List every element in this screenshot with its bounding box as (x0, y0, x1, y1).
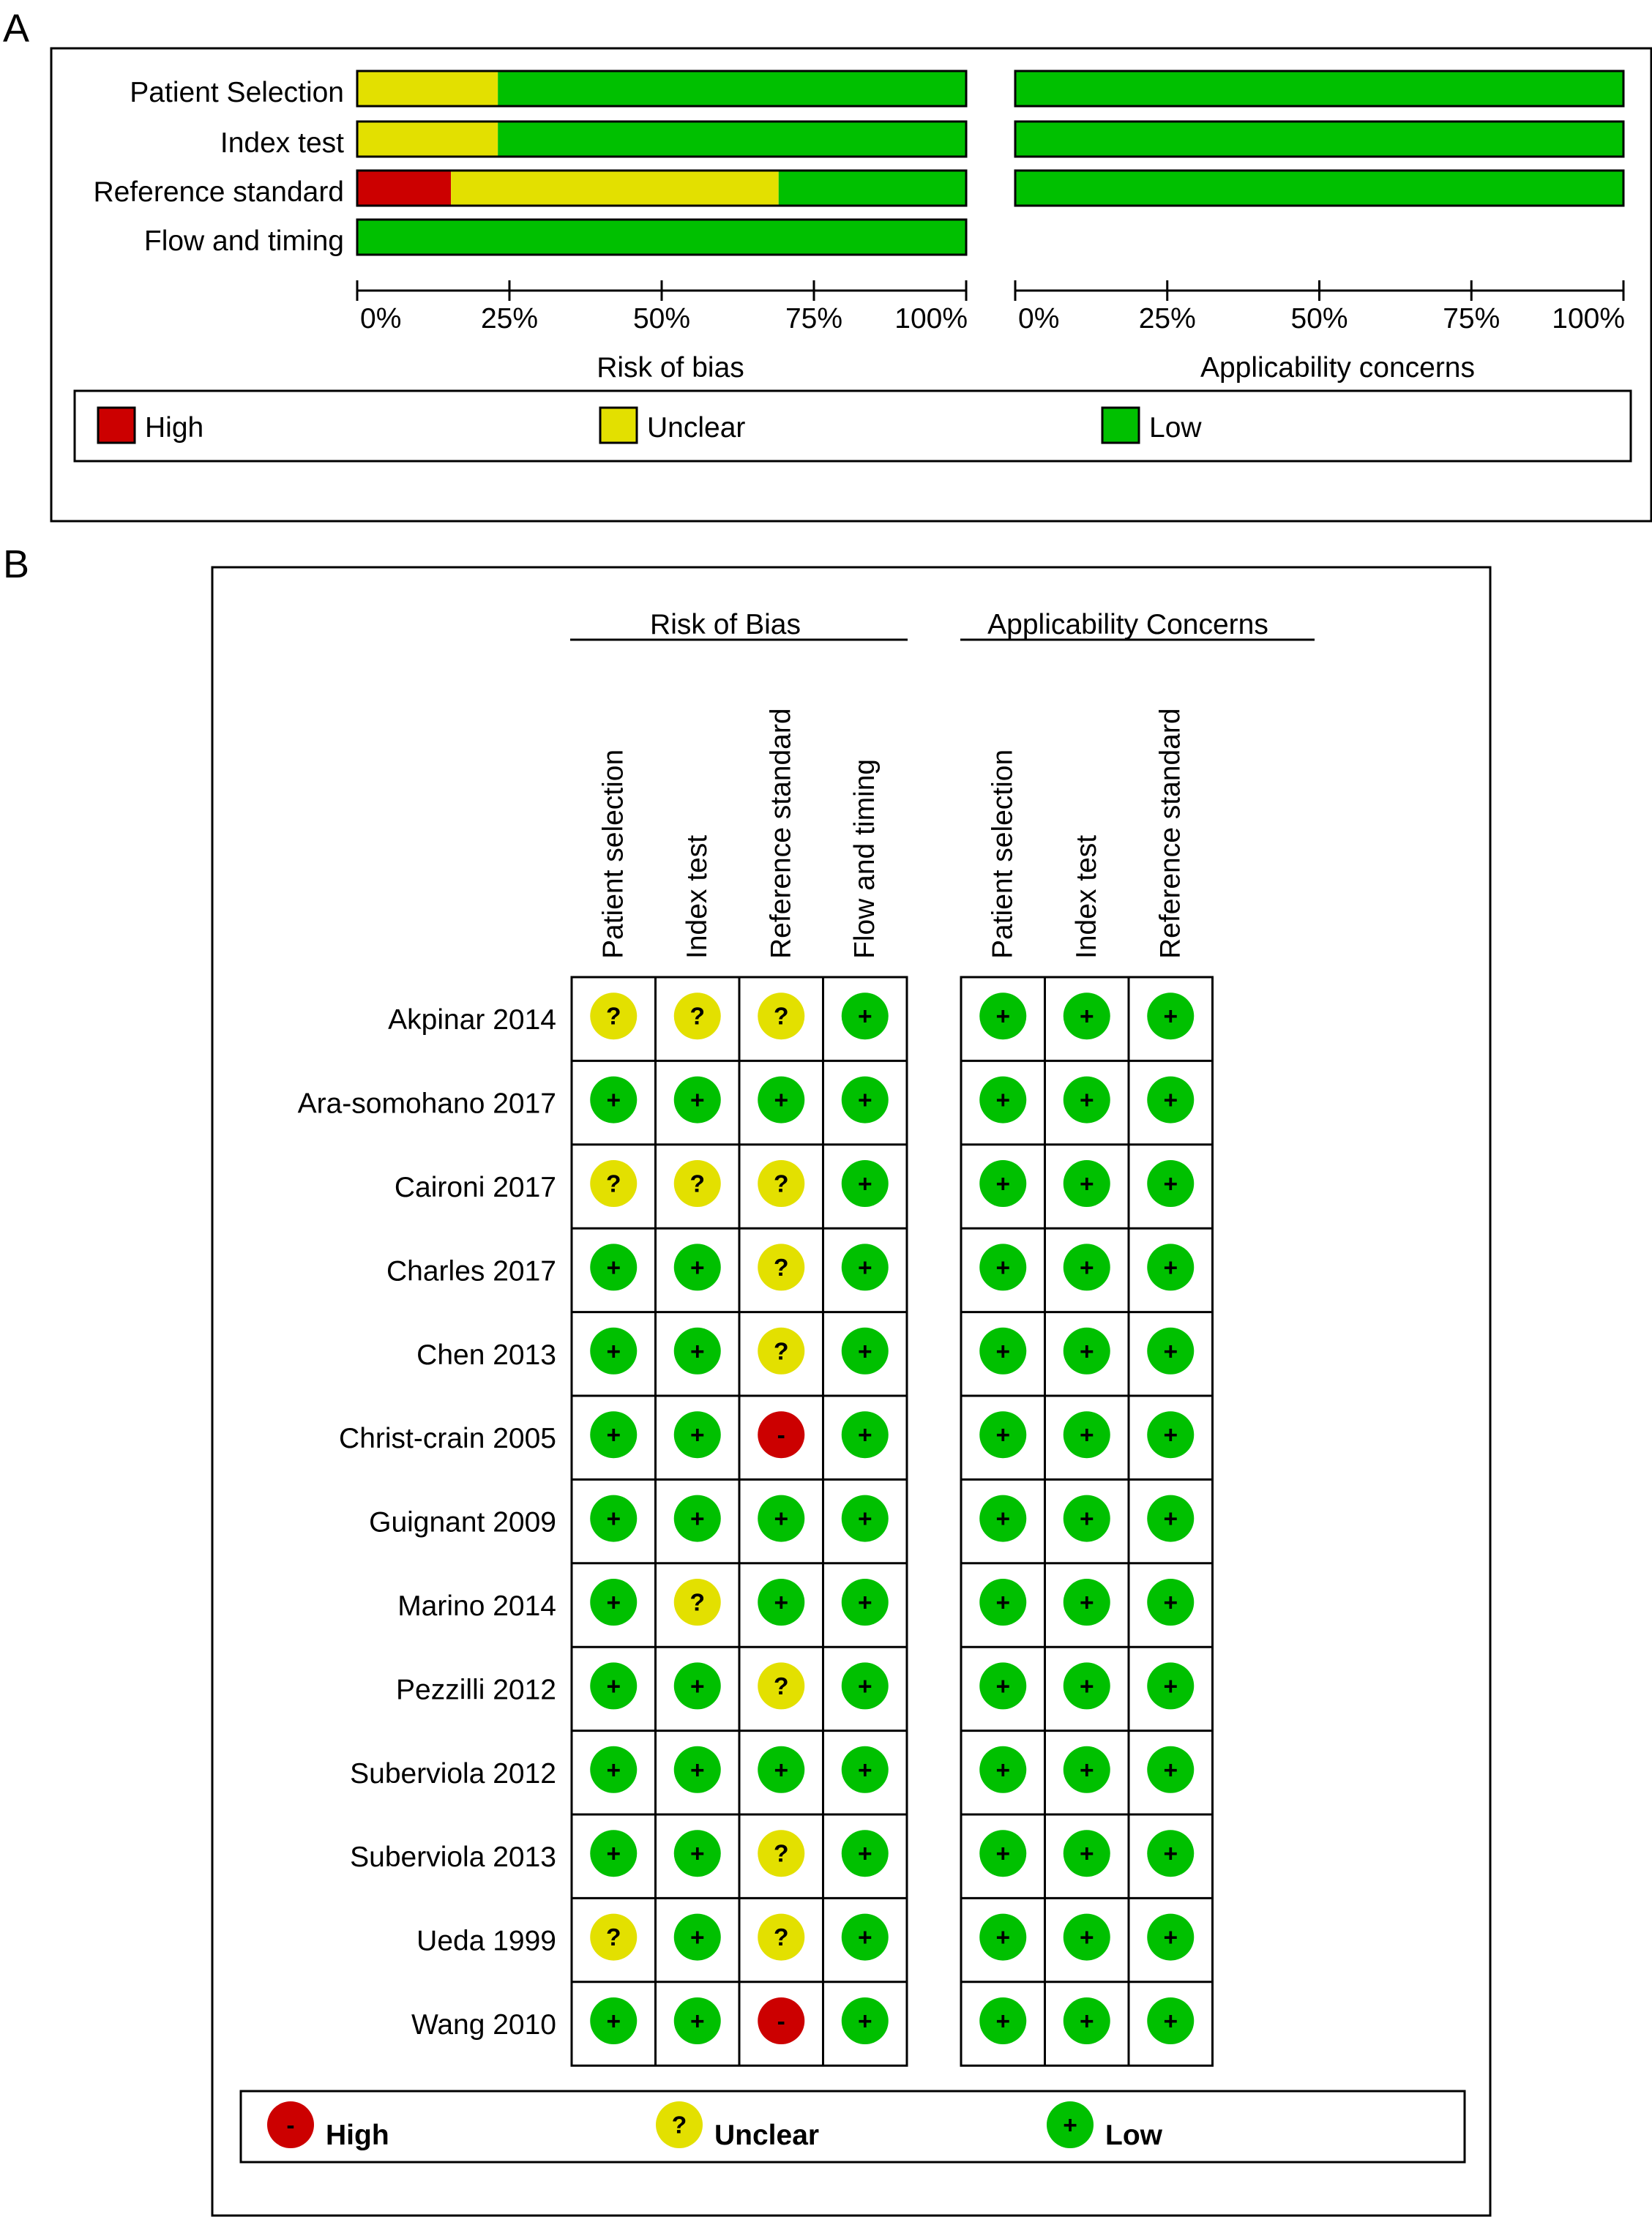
judgement-unclear-marker (674, 1160, 721, 1207)
legend-swatch-unclear (600, 408, 637, 443)
judgement-low-marker (842, 1328, 889, 1375)
study-label: Guignant 2009 (369, 1506, 556, 1539)
legend-label-low: Low (1105, 2120, 1162, 2151)
judgement-low-marker (979, 992, 1026, 1039)
judgement-low-marker (1064, 1662, 1110, 1709)
judgement-unclear-marker (758, 1914, 804, 1961)
judgement-symbol: + (1079, 2008, 1094, 2035)
panel-a-legend-frame (75, 391, 1631, 461)
judgement-low-marker (1064, 1914, 1110, 1961)
judgement-symbol: + (1079, 1254, 1094, 1282)
ac-bar-low (1015, 121, 1623, 157)
judgement-low-marker (590, 1244, 637, 1290)
judgement-symbol: + (1079, 1924, 1094, 1952)
ac-column-header: Index test (1070, 834, 1102, 959)
judgement-low-marker (590, 1662, 637, 1709)
judgement-symbol: + (689, 1254, 705, 1282)
judgement-low-marker (1147, 1997, 1194, 2044)
study-label: Suberviola 2013 (350, 1842, 556, 1874)
judgement-low-marker (1047, 2101, 1094, 2148)
group-header-risk-of-bias: Risk of Bias (650, 609, 801, 640)
domain-label: Index test (220, 127, 344, 159)
judgement-symbol: + (1163, 1757, 1178, 1784)
judgement-unclear-marker (656, 2101, 703, 2148)
judgement-symbol: + (606, 1672, 621, 1700)
judgement-low-marker (1147, 1495, 1194, 1542)
judgement-symbol: + (689, 1338, 705, 1366)
judgement-symbol: + (606, 1338, 621, 1366)
judgement-unclear-marker (758, 1830, 804, 1877)
judgement-low-marker (842, 1662, 889, 1709)
judgement-low-marker (842, 1746, 889, 1793)
judgement-low-marker (1064, 1579, 1110, 1626)
ac-bar-low (1015, 171, 1623, 206)
judgement-low-marker (979, 1411, 1026, 1458)
judgement-low-marker (674, 1997, 721, 2044)
judgement-low-marker (674, 1495, 721, 1542)
judgement-low-marker (979, 1077, 1026, 1124)
judgement-symbol: ? (671, 2112, 687, 2139)
ac-tick-label: 25% (1138, 303, 1196, 334)
judgement-low-marker (590, 1830, 637, 1877)
judgement-symbol: ? (773, 1924, 789, 1952)
judgement-low-marker (590, 1077, 637, 1124)
judgement-low-marker (674, 1077, 721, 1124)
judgement-low-marker (1064, 992, 1110, 1039)
judgement-low-marker (842, 1914, 889, 1961)
judgement-low-marker (1064, 1997, 1110, 2044)
rob-bar-unclear (451, 171, 779, 206)
judgement-low-marker (979, 1328, 1026, 1375)
judgement-symbol: + (689, 1506, 705, 1533)
judgement-low-marker (758, 1077, 804, 1124)
judgement-unclear-marker (674, 992, 721, 1039)
judgement-unclear-marker (590, 992, 637, 1039)
judgement-symbol: ? (773, 1254, 789, 1282)
judgement-symbol: ? (689, 1589, 706, 1617)
rob-bar-low (498, 71, 966, 106)
judgement-symbol: + (1163, 1589, 1178, 1617)
judgement-symbol: + (995, 1003, 1011, 1031)
judgement-low-marker (590, 1411, 637, 1458)
judgement-symbol: + (857, 2008, 872, 2035)
rob-column-header: Reference standard (765, 708, 797, 959)
judgement-low-marker (674, 1830, 721, 1877)
ac-tick-label: 75% (1443, 303, 1500, 334)
judgement-low-marker (1064, 1495, 1110, 1542)
judgement-symbol: + (857, 1254, 872, 1282)
ac-column-header: Reference standard (1154, 708, 1186, 959)
judgement-symbol: + (995, 1087, 1011, 1115)
judgement-symbol: + (1163, 1338, 1178, 1366)
judgement-symbol: + (689, 1672, 705, 1700)
judgement-low-marker (842, 1495, 889, 1542)
rob-tick-label: 100% (894, 303, 968, 334)
study-label: Caironi 2017 (394, 1172, 556, 1203)
rob-axis-title: Risk of bias (597, 352, 744, 384)
judgement-symbol: + (1079, 1589, 1094, 1617)
judgement-symbol: + (857, 1840, 872, 1868)
judgement-symbol: + (1079, 1087, 1094, 1115)
legend-swatch-high (98, 408, 135, 443)
judgement-symbol: + (857, 1672, 872, 1700)
rob-bar-unclear (357, 71, 498, 106)
judgement-low-marker (1147, 1914, 1194, 1961)
judgement-unclear-marker (758, 1244, 804, 1290)
judgement-low-marker (1147, 1411, 1194, 1458)
judgement-symbol: ? (773, 1003, 789, 1031)
study-label: Pezzilli 2012 (396, 1674, 556, 1706)
study-labels (298, 1004, 556, 2041)
rob-column-header: Index test (681, 834, 713, 959)
judgement-low-marker (1147, 1662, 1194, 1709)
rob-bar-high (357, 171, 451, 206)
judgement-low-marker (590, 1997, 637, 2044)
judgement-symbol: + (995, 1589, 1011, 1617)
judgement-low-marker (1147, 992, 1194, 1039)
judgement-symbol: + (857, 1170, 872, 1198)
judgement-symbol: + (1163, 1087, 1178, 1115)
study-label: Akpinar 2014 (388, 1004, 556, 1036)
judgement-symbol: + (995, 1506, 1011, 1533)
judgement-low-marker (590, 1579, 637, 1626)
rob-bar-unclear (357, 121, 498, 157)
judgement-symbol: + (995, 1254, 1011, 1282)
judgement-low-marker (842, 1244, 889, 1290)
judgement-symbol: + (995, 1924, 1011, 1952)
judgement-symbol: + (689, 1421, 705, 1449)
judgement-low-marker (1064, 1328, 1110, 1375)
judgement-symbol: + (1079, 1170, 1094, 1198)
judgement-symbol: ? (605, 1003, 621, 1031)
judgement-low-marker (758, 1746, 804, 1793)
judgement-unclear-marker (758, 1160, 804, 1207)
judgement-low-marker (1064, 1830, 1110, 1877)
judgement-symbol: + (1163, 1254, 1178, 1282)
ac-axis-title: Applicability concerns (1200, 352, 1476, 384)
rob-tick-label: 0% (360, 303, 402, 334)
judgement-symbol: + (857, 1421, 872, 1449)
judgement-symbol: ? (773, 1170, 789, 1198)
judgement-symbol: + (606, 1254, 621, 1282)
group-header-applicability: Applicability Concerns (987, 609, 1268, 640)
judgement-low-marker (979, 1244, 1026, 1290)
panel-a-legend (75, 391, 1631, 461)
judgement-low-marker (1147, 1746, 1194, 1793)
ac-tick-label: 0% (1018, 303, 1060, 334)
judgement-symbol: ? (689, 1170, 706, 1198)
judgement-low-marker (979, 1830, 1026, 1877)
judgement-symbol: + (606, 1757, 621, 1784)
legend-label-unclear: Unclear (647, 412, 746, 444)
judgement-symbol: + (606, 1421, 621, 1449)
domain-label: Reference standard (93, 176, 344, 208)
legend-swatch-low (1102, 408, 1139, 443)
judgement-symbol: - (777, 2008, 785, 2035)
rob-tick-label: 25% (480, 303, 539, 334)
judgement-symbol: ? (773, 1338, 789, 1366)
judgement-symbol: + (857, 1924, 872, 1952)
judgement-symbol: + (1079, 1757, 1094, 1784)
rob-bar-low (779, 171, 966, 206)
judgement-symbol: ? (605, 1924, 621, 1952)
domain-label: Patient Selection (130, 77, 344, 108)
judgement-symbol: + (606, 1589, 621, 1617)
judgement-low-marker (979, 1160, 1026, 1207)
judgement-symbol: + (995, 1170, 1011, 1198)
judgement-low-marker (674, 1914, 721, 1961)
judgement-high-marker (758, 1411, 804, 1458)
judgement-symbol: - (286, 2112, 295, 2139)
applicability-summary-chart (1015, 71, 1625, 384)
panel-a-frame (51, 48, 1651, 521)
judgement-symbol: + (995, 1672, 1011, 1700)
judgement-symbol: + (857, 1757, 872, 1784)
judgement-low-marker (1147, 1160, 1194, 1207)
judgement-low-marker (842, 1411, 889, 1458)
rob-tick-label: 75% (785, 303, 843, 334)
judgement-low-marker (590, 1328, 637, 1375)
judgement-low-marker (674, 1244, 721, 1290)
judgement-low-marker (979, 1495, 1026, 1542)
study-label: Charles 2017 (386, 1255, 556, 1287)
judgement-unclear-marker (590, 1914, 637, 1961)
judgement-high-marker (267, 2101, 314, 2148)
judgement-high-marker (758, 1997, 804, 2044)
judgement-symbol: + (1079, 1421, 1094, 1449)
ac-column-header: Patient selection (987, 749, 1019, 959)
rob-bar-low (357, 220, 966, 255)
legend-label-unclear: Unclear (714, 2120, 820, 2151)
judgement-symbol: + (1163, 1170, 1178, 1198)
judgement-symbol: + (995, 2008, 1011, 2035)
legend-label-high: High (326, 2120, 389, 2151)
judgement-symbol: + (774, 1087, 789, 1115)
judgement-low-marker (979, 1746, 1026, 1793)
judgement-low-marker (674, 1411, 721, 1458)
judgement-low-marker (979, 1579, 1026, 1626)
judgement-symbol: + (774, 1589, 789, 1617)
judgement-symbol: + (606, 1840, 621, 1868)
judgement-low-marker (1064, 1411, 1110, 1458)
judgement-symbol: + (689, 1924, 705, 1952)
judgement-symbol: + (774, 1757, 789, 1784)
study-label: Wang 2010 (411, 2009, 556, 2041)
judgement-low-marker (1147, 1077, 1194, 1124)
judgement-low-marker (1147, 1830, 1194, 1877)
study-label: Marino 2014 (397, 1590, 556, 1622)
judgement-low-marker (842, 992, 889, 1039)
rob-column-header: Flow and timing (848, 758, 881, 959)
domain-label: Flow and timing (143, 225, 344, 257)
judgement-symbol: + (1063, 2112, 1077, 2139)
judgement-symbol: + (857, 1589, 872, 1617)
judgement-symbol: + (1163, 1421, 1178, 1449)
judgement-low-marker (842, 1997, 889, 2044)
judgement-unclear-marker (758, 1662, 804, 1709)
judgement-unclear-marker (758, 992, 804, 1039)
rob-bar-low (498, 121, 966, 157)
rob-grid (572, 977, 907, 2065)
study-label: Christ-crain 2005 (339, 1423, 556, 1455)
judgement-symbol: + (1079, 1840, 1094, 1868)
judgement-low-marker (674, 1328, 721, 1375)
judgement-symbol: + (995, 1840, 1011, 1868)
judgement-symbol: + (1163, 2008, 1178, 2035)
judgement-low-marker (842, 1830, 889, 1877)
judgement-unclear-marker (758, 1328, 804, 1375)
study-label: Ueda 1999 (416, 1925, 556, 1957)
rob-tick-label: 50% (632, 303, 691, 334)
judgement-low-marker (674, 1746, 721, 1793)
judgement-symbol: + (1163, 1924, 1178, 1952)
legend-label-low: Low (1149, 412, 1202, 444)
judgement-low-marker (1064, 1244, 1110, 1290)
legend-label-high: High (145, 412, 204, 444)
judgement-symbol: + (689, 2008, 705, 2035)
judgement-symbol: + (995, 1421, 1011, 1449)
judgement-symbol: + (1163, 1003, 1178, 1031)
rob-column-header: Patient selection (597, 749, 629, 959)
judgement-symbol: ? (689, 1003, 706, 1031)
judgement-symbol: ? (605, 1170, 621, 1198)
judgement-low-marker (1064, 1746, 1110, 1793)
judgement-low-marker (590, 1495, 637, 1542)
judgement-symbol: + (1079, 1672, 1094, 1700)
judgement-low-marker (842, 1160, 889, 1207)
judgement-symbol: + (1079, 1003, 1094, 1031)
panel-b-headers (570, 609, 1315, 959)
rob-summary-chart (93, 71, 968, 384)
judgement-symbol: + (1163, 1840, 1178, 1868)
judgement-low-marker (1147, 1328, 1194, 1375)
judgement-low-marker (1147, 1244, 1194, 1290)
judgement-symbol: + (1079, 1506, 1094, 1533)
judgement-low-marker (979, 1662, 1026, 1709)
panel-b-label: B (3, 542, 30, 586)
judgement-low-marker (842, 1077, 889, 1124)
judgement-low-marker (1064, 1160, 1110, 1207)
judgement-symbol: + (1163, 1672, 1178, 1700)
judgement-symbol: + (1079, 1338, 1094, 1366)
judgement-symbol: + (689, 1087, 705, 1115)
judgement-symbol: + (857, 1506, 872, 1533)
judgement-symbol: + (995, 1757, 1011, 1784)
judgement-symbol: + (995, 1338, 1011, 1366)
judgement-low-marker (979, 1914, 1026, 1961)
panel-b-legend (241, 2091, 1465, 2162)
panel-a-label: A (3, 7, 30, 51)
judgement-symbol: + (857, 1338, 872, 1366)
study-label: Ara-somohano 2017 (297, 1088, 556, 1120)
judgement-low-marker (758, 1579, 804, 1626)
panel-b-legend-frame (241, 2091, 1465, 2162)
study-label: Chen 2013 (416, 1339, 556, 1371)
judgement-symbol: + (857, 1003, 872, 1031)
judgement-symbol: + (774, 1506, 789, 1533)
judgement-symbol: ? (773, 1672, 789, 1700)
judgement-symbol: + (1163, 1506, 1178, 1533)
judgement-symbol: + (606, 1087, 621, 1115)
judgement-symbol: - (777, 1421, 785, 1449)
judgement-symbol: + (606, 1506, 621, 1533)
judgement-low-marker (590, 1746, 637, 1793)
study-label: Suberviola 2012 (350, 1757, 556, 1790)
judgement-low-marker (842, 1579, 889, 1626)
judgement-low-marker (674, 1662, 721, 1709)
ac-grid (961, 977, 1213, 2065)
judgement-unclear-marker (590, 1160, 637, 1207)
ac-bar-low (1015, 71, 1623, 106)
judgement-low-marker (979, 1997, 1026, 2044)
ac-tick-label: 100% (1552, 303, 1625, 334)
judgement-symbol: + (689, 1840, 705, 1868)
judgement-low-marker (758, 1495, 804, 1542)
judgement-symbol: + (606, 2008, 621, 2035)
judgement-unclear-marker (674, 1579, 721, 1626)
judgement-low-marker (1147, 1579, 1194, 1626)
judgement-low-marker (1064, 1077, 1110, 1124)
judgement-symbol: ? (773, 1840, 789, 1868)
ac-tick-label: 50% (1290, 303, 1348, 334)
judgement-symbol: + (857, 1087, 872, 1115)
judgement-symbol: + (689, 1757, 705, 1784)
